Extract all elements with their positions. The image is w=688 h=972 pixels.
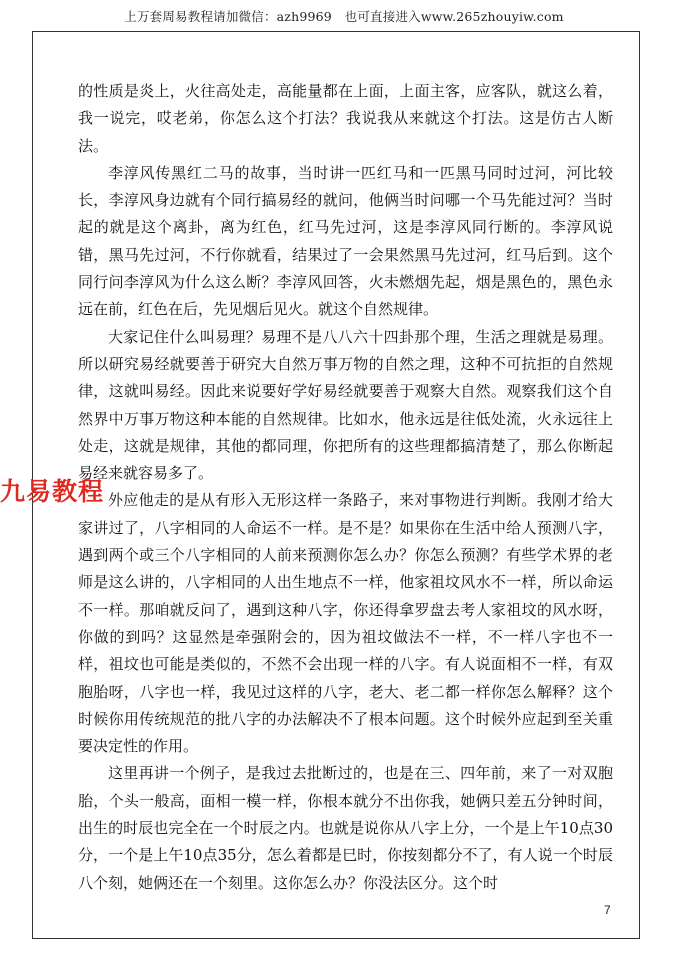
watermark-logo: 九易教程 — [0, 477, 105, 506]
page-header: 上万套周易教程请加微信：azh9969 也可直接进入www.265zhouyiw.com — [124, 9, 564, 24]
page-number: 7 — [604, 903, 611, 917]
paragraph: 李淳风传黑红二马的故事，当时讲一匹红马和一匹黑马同时过河，河比较长，李淳风身边就有个同行搞易经的就问，他俩当时问哪一个马先能过河？当时起的就是这个离卦，离为红色，红马先过河，这是李淳风同行断的。李淳风说错，黑马先过河，不行你就看，结果过了一会果然黑马先过河，红马后到。这个同行问李淳风为什么这么断？李淳风回答，火未燃烟先起，烟是黑色的，黑色永远在前，红色在后，先见烟后见火。就这个自然规律。 — [78, 163, 613, 319]
paragraph: 外应他走的是从有形入无形这样一条路子，来对事物进行判断。我刚才给大家讲过了，八字相同的人命运不一样。是不是？如果你在生活中给人预测八字，遇到两个或三个八字相同的人前来预测你怎么办？你怎么预测？有些学术界的老师是这么讲的，八字相同的人出生地点不一样，他家祖坟风水不一样，所以命运不一样。那咱就反问了，遇到这种八字，你还得拿罗盘去考人家祖坟的风水呀，你做的到吗？这显然是牵强附会的，因为祖坟做法不一样，不一样八字也不一样，祖坟也可能是类似的，不然不会出现一样的八字。有人说面相不一样，有双胞胎呀，八字也一样，我见过这样的八字，老大、老二都一样你怎么解释？这个时候你用传统规范的批八字的办法解决不了根本问题。这个时候外应起到至关重要决定性的作用。 — [78, 491, 613, 756]
body-text — [78, 78, 613, 897]
paragraph: 这里再讲一个例子，是我过去批断过的，也是在三、四年前，来了一对双胞胎，个头一般高，面相一模一样，你根本就分不出你我，她俩只差五分钟时间，出生的时辰也完全在一个时辰之内。也就是说你从八字上分，一个是上午10点30分，一个是上午10点35分，怎么着都是巳时，你按刻都分不了，有人说一个时辰八个刻，她俩还在一个刻里。这你怎么办？你没法区分。这个时 — [78, 764, 613, 892]
paragraph: 大家记住什么叫易理？易理不是八八六十四卦那个理，生活之理就是易理。所以研究易经就要善于研究大自然万事万物的自然之理，这种不可抗拒的自然规律，这就叫易经。因此来说要好学好易经就要善于观察大自然。观察我们这个自然界中万事万物这种本能的自然规律。比如水，他永远是往低处流，火永远往上处走，这就是规律，其他的都同理，你把所有的这些理都搞清楚了，那么你断起易经来就容易多了。 — [78, 327, 613, 483]
paragraph: 的性质是炎上，火往高处走，高能量都在上面，上面主客，应客队，就这么着，我一说完，哎老弟，你怎么这个打法？我说我从来就这个打法。这是仿古人断法。 — [78, 82, 613, 155]
